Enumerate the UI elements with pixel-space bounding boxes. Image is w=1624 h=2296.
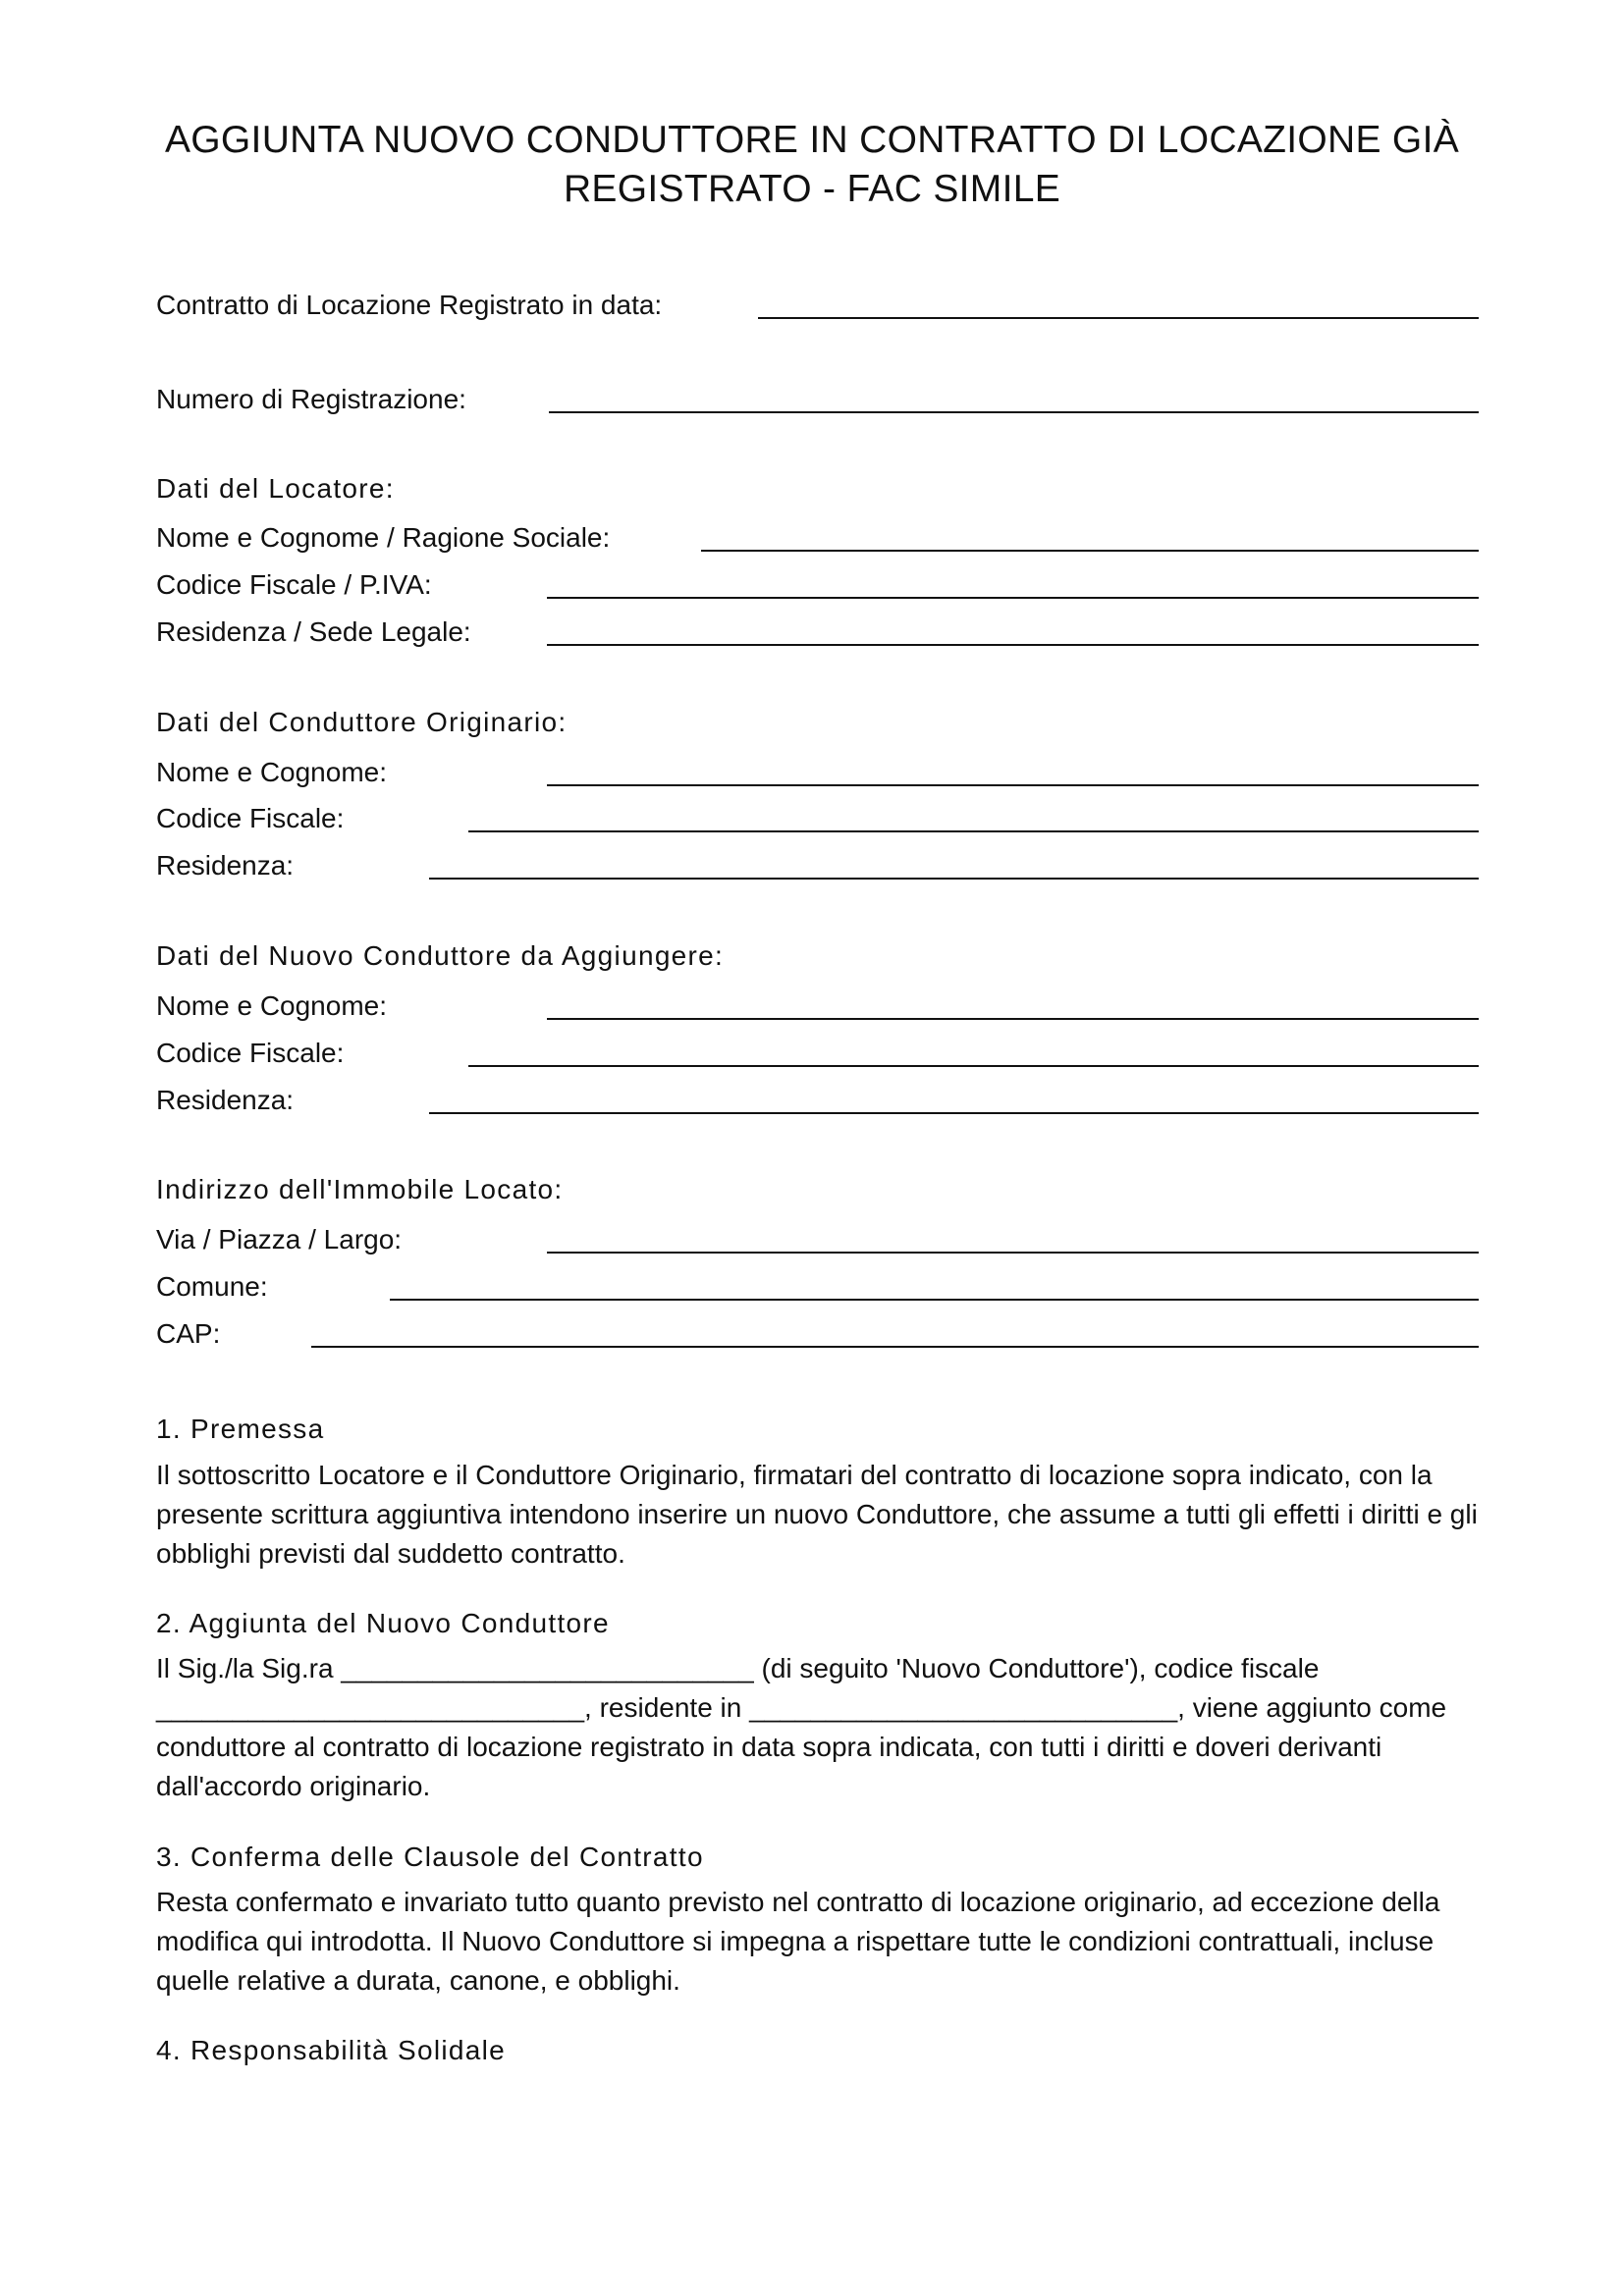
field-nuovo-cf [156, 1030, 1479, 1069]
field-registration-date [156, 282, 1479, 321]
nuovo-cf-line[interactable] [468, 1065, 1479, 1067]
immobile-city-label: Comune: [156, 1271, 268, 1302]
field-locatore-cf [156, 561, 1479, 601]
immobile-cap-label: CAP: [156, 1318, 221, 1349]
locatore-address-line[interactable] [547, 644, 1479, 646]
section-1-line: presente scrittura aggiuntiva intendono inserire un nuovo Conduttore, che assume a tutti gli effetti i diritti e gli [156, 1499, 1478, 1529]
section-1-body [156, 1456, 1491, 1574]
section-1-line: Il sottoscritto Locatore e il Conduttore Originario, firmatari del contratto di locazione sopra indicato, con la [156, 1460, 1433, 1490]
document-title [118, 116, 1506, 214]
immobile-heading: Indirizzo dell'Immobile Locato: [156, 1174, 564, 1204]
section-2-line: dall'accordo originario. [156, 1771, 431, 1801]
registration-number-line[interactable] [549, 411, 1479, 413]
originario-cf-label: Codice Fiscale: [156, 803, 345, 833]
nuovo-address-line[interactable] [429, 1112, 1479, 1114]
field-originario-name [156, 749, 1479, 788]
section-3-line: quelle relative a durata, canone, e obblighi. [156, 1965, 680, 1996]
nuovo-name-line[interactable] [547, 1018, 1479, 1020]
section-3-line: Resta confermato e invariato tutto quanto previsto nel contratto di locazione originario, ad eccezione della [156, 1887, 1440, 1917]
section-3-body [156, 1883, 1491, 2001]
originario-name-line[interactable] [547, 784, 1479, 786]
field-registration-number [156, 376, 1479, 415]
nuovo-address-label: Residenza: [156, 1085, 295, 1115]
nuovo-conduttore-heading: Dati del Nuovo Conduttore da Aggiungere: [156, 940, 725, 971]
section-2-line: conduttore al contratto di locazione registrato in data sopra indicata, con tutti i diritti e doveri derivanti [156, 1732, 1382, 1762]
nuovo-name-label: Nome e Cognome: [156, 990, 388, 1021]
section-2-line: Il Sig./la Sig.ra ___________________________ (di seguito 'Nuovo Conduttore'), codice fiscale [156, 1653, 1320, 1683]
field-nuovo-name [156, 983, 1479, 1022]
locatore-cf-label: Codice Fiscale / P.IVA: [156, 569, 432, 600]
locatore-address-label: Residenza / Sede Legale: [156, 616, 471, 647]
locatore-name-line[interactable] [701, 550, 1479, 552]
title-line-1: AGGIUNTA NUOVO CONDUTTORE IN CONTRATTO DI LOCAZIONE GIÀ [164, 119, 1460, 161]
title-line-2: REGISTRATO - FAC SIMILE [563, 168, 1061, 210]
originario-cf-line[interactable] [468, 830, 1479, 832]
section-2-body [156, 1649, 1491, 1806]
locatore-cf-line[interactable] [547, 597, 1479, 599]
section-4-heading: 4. Responsabilità Solidale [156, 2035, 507, 2065]
locatore-heading: Dati del Locatore: [156, 473, 395, 504]
registration-number-label: Numero di Registrazione: [156, 384, 466, 414]
section-1-line: obblighi previsti dal suddetto contratto. [156, 1538, 625, 1569]
registration-date-label: Contratto di Locazione Registrato in data: [156, 290, 663, 320]
originario-address-label: Residenza: [156, 850, 295, 881]
originario-address-line[interactable] [429, 878, 1479, 880]
nuovo-cf-label: Codice Fiscale: [156, 1038, 345, 1068]
originario-name-label: Nome e Cognome: [156, 757, 388, 787]
field-locatore-name [156, 514, 1479, 554]
field-nuovo-address [156, 1077, 1479, 1116]
immobile-city-line[interactable] [390, 1299, 1479, 1301]
immobile-street-label: Via / Piazza / Largo: [156, 1224, 403, 1255]
field-originario-cf [156, 795, 1479, 834]
section-2-line: ____________________________, residente in ____________________________, viene aggiunto come [156, 1692, 1447, 1723]
registration-date-line[interactable] [758, 317, 1479, 319]
field-originario-address [156, 842, 1479, 881]
section-1-heading: 1. Premessa [156, 1414, 325, 1444]
field-immobile-city [156, 1263, 1479, 1303]
immobile-cap-line[interactable] [311, 1346, 1479, 1348]
immobile-street-line[interactable] [547, 1252, 1479, 1254]
section-2-heading: 2. Aggiunta del Nuovo Conduttore [156, 1608, 610, 1638]
section-3-heading: 3. Conferma delle Clausole del Contratto [156, 1842, 704, 1872]
locatore-name-label: Nome e Cognome / Ragione Sociale: [156, 522, 611, 553]
field-locatore-address [156, 609, 1479, 648]
field-immobile-street [156, 1216, 1479, 1255]
field-immobile-cap [156, 1310, 1479, 1350]
conduttore-originario-heading: Dati del Conduttore Originario: [156, 707, 568, 737]
section-3-line: modifica qui introdotta. Il Nuovo Conduttore si impegna a rispettare tutte le condizioni contrattuali, incluse [156, 1926, 1435, 1956]
